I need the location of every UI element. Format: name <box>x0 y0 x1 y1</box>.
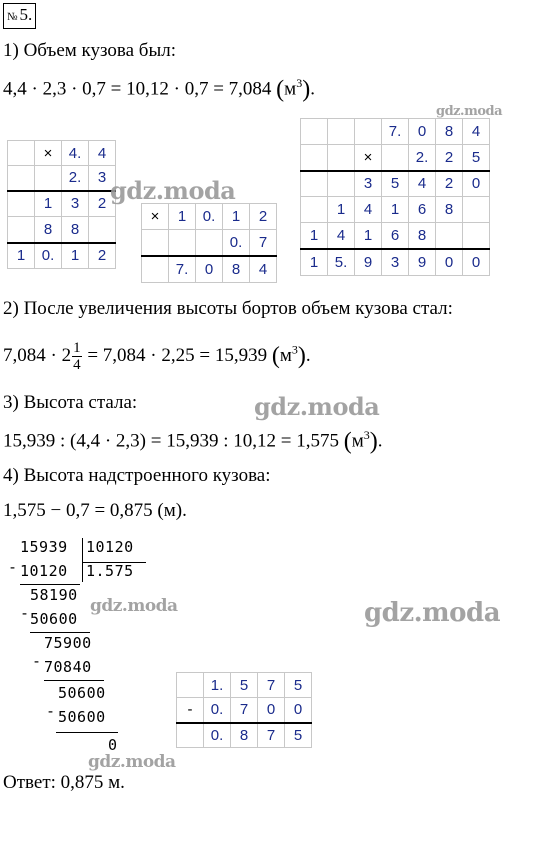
cell: 4 <box>355 197 382 223</box>
cell: 0 <box>285 698 312 723</box>
cell: 7. <box>169 256 196 283</box>
cell: 0 <box>196 256 223 283</box>
minus-sign: - <box>177 698 204 723</box>
cell: 0 <box>258 698 285 723</box>
cell <box>177 673 204 698</box>
cell: 8 <box>223 256 250 283</box>
step1-unit: м <box>284 78 297 100</box>
watermark: gdz.moda <box>88 752 176 772</box>
task-number-badge <box>3 3 36 29</box>
watermark: gdz.moda <box>254 392 380 421</box>
cell: 8 <box>62 217 89 243</box>
cell: 2 <box>250 204 277 230</box>
cell: 8 <box>35 217 62 243</box>
cell: 1 <box>62 243 89 269</box>
watermark: gdz.moda <box>364 598 501 628</box>
step1-formula: 4,4 · 2,3 · 0,7 = 10,12 · 0,7 = 7,084 <box>3 78 272 100</box>
cell: 0. <box>204 723 231 748</box>
cell: 1 <box>355 223 382 249</box>
cell: 2 <box>436 171 463 197</box>
cell <box>436 223 463 249</box>
mult-sign: × <box>142 204 169 230</box>
cell: 8 <box>436 119 463 145</box>
watermark: gdz.moda <box>436 104 503 119</box>
cell <box>89 217 116 243</box>
minus-sign: - <box>20 604 30 622</box>
cell: 1 <box>8 243 35 269</box>
answer-line <box>3 772 125 794</box>
cell: 6 <box>409 197 436 223</box>
cell: 5 <box>463 145 490 171</box>
step2-unit-exp: 3 <box>291 342 298 357</box>
mult-table-3 <box>300 118 490 276</box>
remainder-1: 58190 <box>30 586 78 604</box>
cell: 2 <box>89 243 116 269</box>
cell: 4 <box>409 171 436 197</box>
fraction <box>72 340 82 373</box>
watermark: gdz.moda <box>110 176 236 205</box>
step3-unit: м <box>351 430 364 452</box>
mult-sign: × <box>35 141 62 166</box>
cell: 0. <box>223 230 250 256</box>
cell: 4 <box>250 256 277 283</box>
mult-table-1 <box>7 140 116 269</box>
cell: 5 <box>382 171 409 197</box>
cell: 4 <box>89 141 116 166</box>
cell: 1 <box>223 204 250 230</box>
step3-heading: 3) Высота стала: <box>3 392 138 413</box>
cell: 1 <box>169 204 196 230</box>
cell <box>8 191 35 217</box>
dividend: 15939 <box>20 538 68 556</box>
cell: 1 <box>301 249 328 276</box>
subtrahend-3: 70840 <box>44 658 92 676</box>
cell <box>301 119 328 145</box>
answer-label: Ответ: <box>3 772 56 793</box>
number-sign: № <box>7 11 18 23</box>
cell <box>142 230 169 256</box>
cell: 0. <box>196 204 223 230</box>
cell <box>8 166 35 191</box>
cell: 6 <box>382 223 409 249</box>
step3-formula-line: 15,939 : (4,4 · 2,3) = 15,939 : 10,12 = 1,575 $(м^3)$. <box>3 428 383 455</box>
remainder-2: 75900 <box>44 634 92 652</box>
step2-formula-line: 7,084 · 2 $\frac{1}{4}$ = 7,084 · 2,25 = 15,939 $(м^3)$. <box>3 340 311 373</box>
cell: 0 <box>436 249 463 276</box>
cell: 7 <box>250 230 277 256</box>
cell: 9 <box>355 249 382 276</box>
final-remainder: 0 <box>108 736 118 754</box>
cell: 4 <box>328 223 355 249</box>
cell: 1. <box>204 673 231 698</box>
cell: 8 <box>409 223 436 249</box>
cell <box>177 723 204 748</box>
fraction-denominator: 4 <box>73 357 81 373</box>
cell <box>196 230 223 256</box>
subtrahend-2: 50600 <box>30 610 78 628</box>
cell: 2. <box>62 166 89 191</box>
cell <box>328 119 355 145</box>
cell <box>463 197 490 223</box>
minus-sign: - <box>8 558 18 576</box>
step1-heading: 1) Объем кузова был: <box>3 40 176 61</box>
step1-unit-exp: 3 <box>296 76 303 90</box>
cell: 7 <box>258 673 285 698</box>
cell: 8 <box>436 197 463 223</box>
answer-value: 0,875 м. <box>60 772 125 793</box>
cell: 5 <box>285 673 312 698</box>
minus-sign: - <box>32 652 42 670</box>
cell <box>301 145 328 171</box>
mult-table-2 <box>141 203 277 283</box>
cell: 7 <box>231 698 258 723</box>
cell: 0 <box>463 249 490 276</box>
quotient: 1.575 <box>86 562 134 580</box>
watermark: gdz.moda <box>90 596 178 616</box>
fraction-numerator: 1 <box>73 340 81 356</box>
cell <box>382 145 409 171</box>
cell <box>328 145 355 171</box>
cell: 7. <box>382 119 409 145</box>
cell: 0. <box>204 698 231 723</box>
cell: 1 <box>382 197 409 223</box>
cell: 0. <box>35 243 62 269</box>
step2-unit: м <box>279 344 292 366</box>
divisor: 10120 <box>86 538 134 556</box>
subtrahend-1: 10120 <box>20 562 68 580</box>
cell: 9 <box>409 249 436 276</box>
cell: 5 <box>231 673 258 698</box>
step2-formula-a: 7,084 · 2 <box>3 344 72 366</box>
cell: 3 <box>382 249 409 276</box>
cell: 8 <box>231 723 258 748</box>
subtraction-table <box>176 672 312 748</box>
step2-formula-b: = 7,084 · 2,25 = 15,939 <box>87 344 268 366</box>
cell <box>35 166 62 191</box>
step1-end: . <box>310 78 315 100</box>
remainder-3: 50600 <box>58 684 106 702</box>
cell: 0 <box>463 171 490 197</box>
step2-end: . <box>305 344 311 366</box>
step4-heading: 4) Высота надстроенного кузова: <box>3 465 271 486</box>
cell: 4 <box>463 119 490 145</box>
step3-end: . <box>377 430 383 452</box>
cell <box>355 119 382 145</box>
cell: 2 <box>436 145 463 171</box>
step3-unit-exp: 3 <box>363 428 370 442</box>
step3-formula: 15,939 : (4,4 · 2,3) = 15,939 : 10,12 = 1,575 <box>3 430 339 452</box>
subtrahend-4: 50600 <box>58 708 106 726</box>
task-number: 5. <box>19 5 33 24</box>
cell <box>301 171 328 197</box>
step4-formula: 1,575 − 0,7 = 0,875 (м). <box>3 500 187 521</box>
cell: 3 <box>89 166 116 191</box>
cell: 5 <box>285 723 312 748</box>
cell <box>328 171 355 197</box>
cell: 5. <box>328 249 355 276</box>
cell: 7 <box>258 723 285 748</box>
cell <box>8 217 35 243</box>
cell: 2. <box>409 145 436 171</box>
cell: 1 <box>328 197 355 223</box>
cell <box>142 256 169 283</box>
cell <box>169 230 196 256</box>
cell: 4. <box>62 141 89 166</box>
cell: 1 <box>301 223 328 249</box>
cell <box>8 141 35 166</box>
cell: 1 <box>35 191 62 217</box>
step1-formula-line: 4,4 · 2,3 · 0,7 = 10,12 · 0,7 = 7,084 $(м^3)$. <box>3 76 315 103</box>
cell: 3 <box>355 171 382 197</box>
mult-sign: × <box>355 145 382 171</box>
cell: 3 <box>62 191 89 217</box>
cell <box>301 197 328 223</box>
cell: 2 <box>89 191 116 217</box>
cell: 0 <box>409 119 436 145</box>
step2-heading: 2) После увеличения высоты бортов объем кузова стал: <box>3 298 453 319</box>
cell <box>463 223 490 249</box>
minus-sign: - <box>46 702 56 720</box>
